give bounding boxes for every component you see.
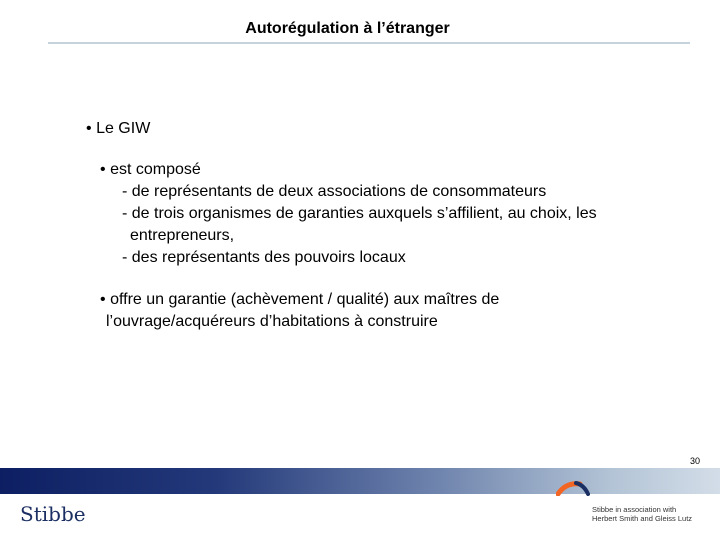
bullet-icon: • [100,291,106,308]
bullet-text: est composé [110,161,201,178]
list-item: - de représentants de deux associations de consommateurs [122,183,547,200]
bullet-row-2 [100,289,499,311]
bullet-text: offre un garantie (achèvement / qualité) aux maîtres de [110,291,500,308]
partner-line-2: Herbert Smith and Gleiss Lutz [592,514,693,523]
bullet-icon: • [100,161,106,178]
partner-text [592,505,692,523]
page-number: 30 [690,456,701,466]
slide-title: Autorégulation à l’étranger [245,20,450,37]
stibbe-logo: Stibbe [20,502,86,526]
bullet-icon: • [86,120,92,137]
footer-gradient-bar [0,468,720,494]
bullet-text-continuation: l’ouvrage/acquéreurs d’habitations à construire [106,313,438,330]
list-item-continuation: entrepreneurs, [130,227,235,244]
bullet-row-1 [100,159,201,181]
title-divider [48,42,690,44]
partner-line-1: Stibbe in association with [592,505,677,514]
partner-logo-icon [556,478,590,496]
list-item: - de trois organismes de garanties auxquels s’affilient, au choix, les [122,205,597,222]
heading-text: Le GIW [96,120,151,137]
list-item: - des représentants des pouvoirs locaux [122,249,406,266]
heading-row [86,118,150,140]
